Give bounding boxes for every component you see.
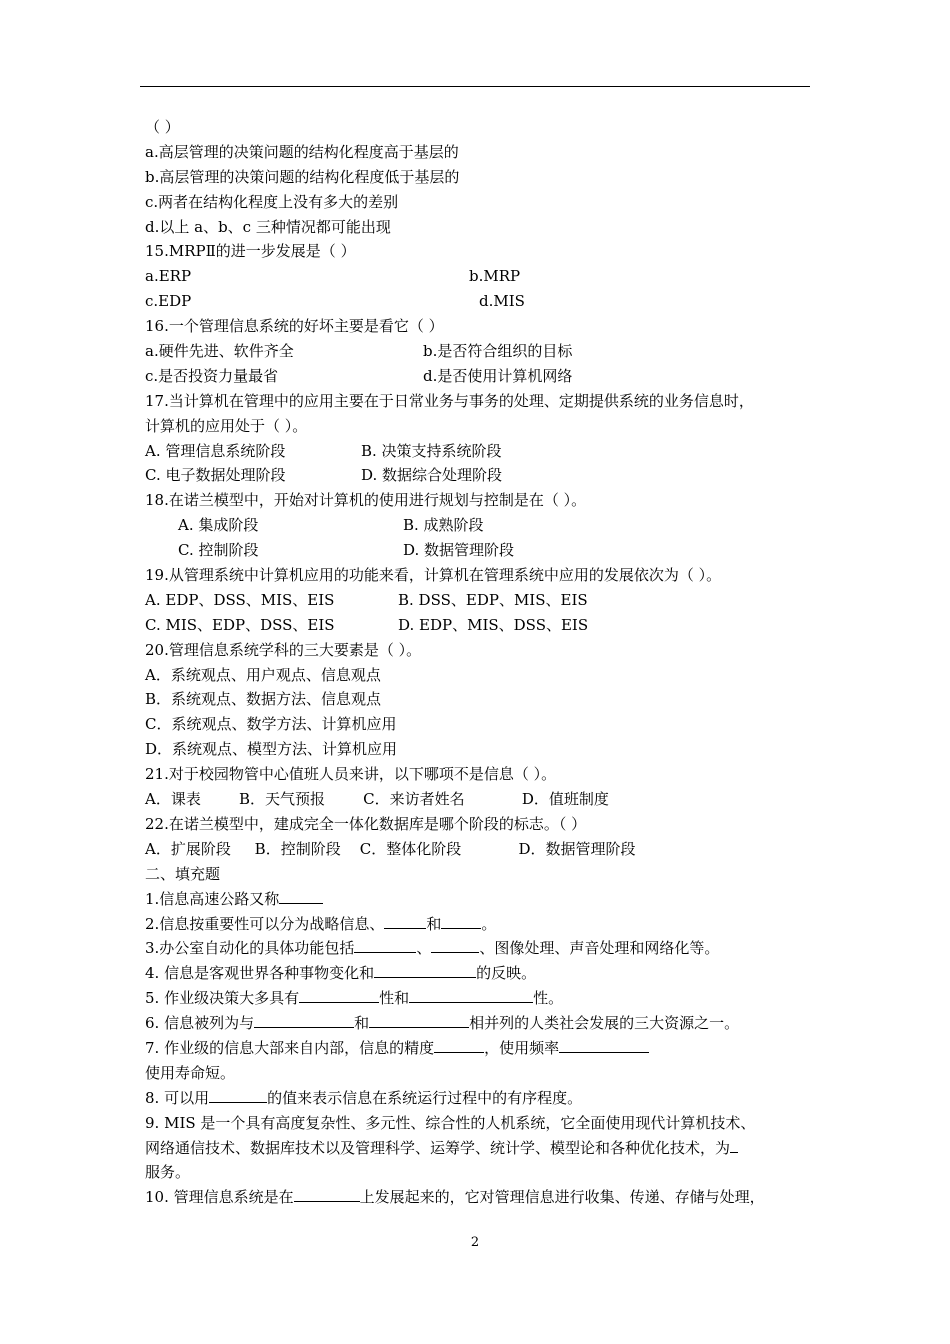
fill-item-8 — [145, 1086, 810, 1111]
fill-text: 4. 信息是客观世界各种事物变化和 — [145, 964, 375, 983]
fill-blank — [209, 1086, 267, 1103]
fill-item-7-continued: 使用寿命短。 — [145, 1063, 236, 1082]
option-c: C．系统观点、数学方法、计算机应用 — [145, 715, 397, 734]
option-a: A. 集成阶段 — [178, 516, 259, 535]
option-d: d.MIS — [479, 292, 525, 311]
option-c: C. 控制阶段 — [178, 541, 259, 560]
page-number: 2 — [470, 1235, 480, 1250]
fill-blank — [730, 1136, 738, 1153]
question-21: 21.对于校园物管中心值班人员来讲，以下哪项不是信息（ ）。 — [145, 765, 557, 784]
fill-text: 7. 作业级的信息大部来自内部，信息的精度 — [145, 1038, 435, 1057]
question-15-options-row2 — [145, 289, 810, 314]
question-16-options-row1 — [145, 339, 810, 364]
fill-blank — [431, 936, 479, 953]
fill-blank — [384, 912, 426, 929]
text-line: （ ） — [145, 118, 180, 136]
fill-text: 10. 管理信息系统是在 — [145, 1188, 294, 1207]
question-18-options-row2 — [145, 538, 810, 563]
option-d: D. 数据综合处理阶段 — [361, 466, 503, 485]
question-15: 15.MRPⅡ的进一步发展是（ ） — [145, 242, 356, 261]
question-18: 18.在诺兰模型中，开始对计算机的使用进行规划与控制是在（ ）。 — [145, 491, 587, 510]
option-b: B. 成熟阶段 — [403, 516, 484, 535]
fill-text: 5. 作业级决策大多具有 — [145, 989, 300, 1008]
option-d: D．系统观点、模型方法、计算机应用 — [145, 740, 398, 759]
fill-blank — [374, 961, 476, 978]
option-a: a.高层管理的决策问题的结构化程度高于基层的 — [145, 142, 459, 161]
fill-text: 、图像处理、声音处理和网络化等。 — [479, 939, 720, 958]
fill-blank — [354, 936, 416, 953]
fill-blank — [409, 986, 533, 1003]
question-17-options-row2 — [145, 463, 810, 488]
fill-text: 相并列的人类社会发展的三大资源之一。 — [469, 1014, 740, 1033]
fill-text: ，使用频率 — [484, 1038, 560, 1057]
fill-blank — [369, 1011, 469, 1028]
fill-text: 的值来表示信息在系统运行过程中的有序程度。 — [267, 1088, 583, 1107]
option-b: b.MRP — [469, 267, 521, 286]
fill-item-9-line1: 9. MIS 是一个具有高度复杂性、多元性、综合性的人机系统，它全面使用现代计算机技术、 — [145, 1113, 756, 1132]
question-16-options-row2 — [145, 364, 810, 389]
option-d: D. 数据管理阶段 — [403, 541, 515, 560]
question-22: 22.在诺兰模型中，建成完全一体化数据库是哪个阶段的标志。（ ） — [145, 814, 587, 833]
option-a: a.硬件先进、软件齐全 — [145, 342, 294, 361]
option-b: B. DSS、EDP、MIS、EIS — [398, 590, 588, 609]
fill-item-4 — [145, 961, 810, 986]
fill-text: 性和 — [379, 989, 410, 1008]
option-a: A. EDP、DSS、MIS、EIS — [145, 590, 335, 609]
fill-text: 3.办公室自动化的具体功能包括 — [145, 939, 355, 958]
option-b: B. 决策支持系统阶段 — [361, 441, 502, 460]
fill-item-6 — [145, 1011, 810, 1036]
fill-blank — [279, 887, 323, 904]
fill-item-9-line3: 服务。 — [145, 1163, 191, 1182]
document-body — [145, 115, 810, 1210]
option-a: a.ERP — [145, 267, 192, 286]
option-d: D. EDP、MIS、DSS、EIS — [398, 615, 589, 634]
option-b: b.是否符合组织的目标 — [423, 342, 573, 361]
fill-text: 8. 可以用 — [145, 1088, 210, 1107]
fill-blank — [559, 1036, 649, 1053]
fill-text: 和 — [426, 914, 442, 933]
option-c: C. MIS、EDP、DSS、EIS — [145, 615, 335, 634]
header-rule — [140, 86, 810, 87]
question-19: 19.从管理系统中计算机应用的功能来看，计算机在管理系统中应用的发展依次为（ ）。 — [145, 566, 722, 585]
section-heading: 二、填充题 — [145, 864, 221, 883]
fill-blank — [254, 1011, 354, 1028]
question-20: 20.管理信息系统学科的三大要素是（ ）。 — [145, 640, 422, 659]
fill-blank — [434, 1036, 484, 1053]
fill-text: 的反映。 — [476, 964, 537, 983]
option-c: c.是否投资力量最省 — [145, 366, 279, 385]
option-b: B．系统观点、数据方法、信息观点 — [145, 690, 382, 709]
option-d: d.是否使用计算机网络 — [423, 366, 573, 385]
fill-item-2 — [145, 912, 810, 937]
question-16: 16.一个管理信息系统的好坏主要是看它（ ） — [145, 317, 444, 336]
fill-item-10 — [145, 1185, 810, 1210]
question-17-options-row1 — [145, 439, 810, 464]
option-a: A．系统观点、用户观点、信息观点 — [145, 665, 381, 684]
fill-text: 。 — [481, 914, 497, 933]
fill-item-1 — [145, 887, 810, 912]
option-c: c.两者在结构化程度上没有多大的差别 — [145, 192, 399, 211]
option-c: c.EDP — [145, 292, 192, 311]
fill-text: 1.信息高速公路又称 — [145, 889, 280, 908]
fill-item-7 — [145, 1036, 810, 1061]
question-17-line2: 计算机的应用处于（ ）。 — [145, 416, 308, 435]
fill-text: 2.信息按重要性可以分为战略信息、 — [145, 914, 385, 933]
fill-item-5 — [145, 986, 810, 1011]
option-b: b.高层管理的决策问题的结构化程度低于基层的 — [145, 167, 460, 186]
question-22-options: A．扩展阶段 B．控制阶段 C．整体化阶段 D．数据管理阶段 — [145, 839, 636, 858]
fill-blank — [294, 1185, 360, 1202]
question-15-options-row1 — [145, 264, 810, 289]
fill-text: 上发展起来的，它对管理信息进行收集、传递、存储与处理， — [359, 1188, 765, 1207]
question-19-options-row2 — [145, 613, 810, 638]
question-21-options: A．课表 B．天气预报 C．来访者姓名 D．值班制度 — [145, 790, 609, 809]
fill-item-3 — [145, 936, 810, 961]
fill-text: 、 — [416, 939, 432, 958]
option-a: A. 管理信息系统阶段 — [145, 441, 286, 460]
question-18-options-row1 — [145, 513, 810, 538]
fill-text: 网络通信技术、数据库技术以及管理科学、运筹学、统计学、模型论和各种优化技术，为 — [145, 1138, 731, 1157]
fill-text: 6. 信息被列为与 — [145, 1014, 255, 1033]
fill-blank — [441, 912, 481, 929]
option-d: d.以上 a、b、c 三种情况都可能出现 — [145, 217, 391, 236]
question-19-options-row1 — [145, 588, 810, 613]
fill-blank — [299, 986, 379, 1003]
fill-item-9-line2 — [145, 1136, 810, 1161]
fill-text: 性。 — [533, 989, 564, 1008]
option-c: C. 电子数据处理阶段 — [145, 466, 286, 485]
question-17-line1: 17.当计算机在管理中的应用主要在于日常业务与事务的处理、定期提供系统的业务信息时， — [145, 391, 754, 410]
fill-text: 和 — [354, 1014, 370, 1033]
